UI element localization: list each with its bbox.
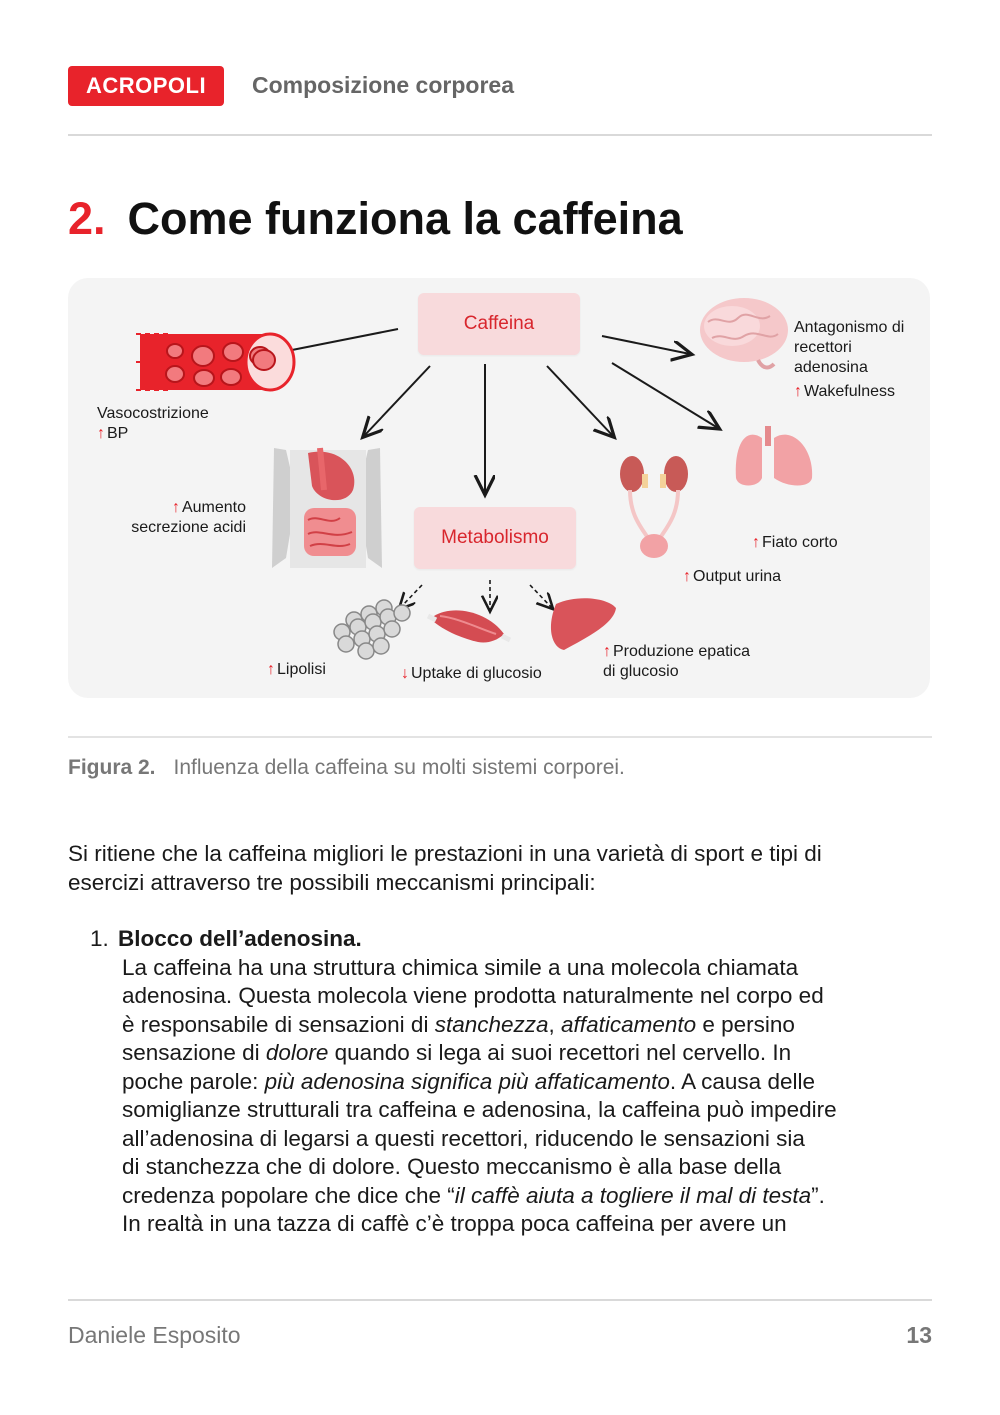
node-caffeina: Caffeina (418, 293, 580, 355)
label-fiato-corto: ↑ Fiato corto (752, 534, 838, 551)
arrow-to-lungs (612, 363, 718, 428)
section-number: 2. (68, 193, 106, 244)
caption-divider (68, 736, 932, 738)
document-title: Composizione corporea (252, 72, 514, 98)
figure-caption (68, 756, 625, 780)
list-heading: Blocco dell’adenosina. (118, 926, 362, 951)
digestive-system-icon (272, 448, 382, 568)
node-metabolismo: Metabolismo (414, 507, 576, 569)
kidneys-icon (620, 456, 688, 558)
brand-logo: ACROPOLI (68, 66, 224, 106)
section-title (68, 193, 683, 245)
intro-paragraph: Si ritiene che la caffeina migliori le prestazioni in una varietà di sport e tipi di esercizi attraverso tre possibili meccanismi principali: (68, 841, 822, 895)
label-vasocostrizione: Vasocostrizione ↑ BP (97, 405, 209, 442)
label-adenosina: Antagonismo di recettori adenosina ↑ Wakefulness (794, 319, 905, 400)
dashed-arrow-to-liver (530, 585, 552, 608)
muscle-icon (428, 610, 510, 642)
label-produzione-epatica: ↑ Produzione epatica di glucosio (603, 643, 750, 680)
label-lipolisi: ↑ Lipolisi (267, 661, 326, 678)
footer-author: Daniele Esposito (68, 1322, 241, 1348)
label-output-urina: ↑ Output urina (683, 568, 782, 585)
arrow-to-stomach (364, 366, 430, 436)
lungs-icon (736, 426, 812, 486)
brain-icon (700, 298, 788, 367)
arrow-to-kidneys (547, 366, 613, 436)
section-title-text: Come funziona la caffeina (127, 193, 683, 244)
arrow-to-brain (602, 336, 690, 354)
fat-cells-icon (334, 600, 410, 659)
figure-caption-text: Influenza della caffeina su molti sistemi corporei. (173, 756, 625, 779)
caffeine-diagram (68, 278, 930, 698)
label-uptake-glucosio: ↓ Uptake di glucosio (401, 665, 542, 682)
page-number: 13 (906, 1322, 932, 1348)
footer-divider (68, 1299, 932, 1301)
page-header (68, 66, 932, 136)
label-secrezione-acidi: ↑ Aumento secrezione acidi (131, 499, 246, 536)
blood-vessel-icon (136, 334, 294, 390)
list-body-text: La caffeina ha una struttura chimica simile a una molecola chiamata adenosina. Questa molecola viene prodotta naturalmente nel corpo ed è responsabile di sensazioni di stanchezza, affaticamento e persino sensazione di dolore quando si lega ai suoi recettori nel cervello. In poche parole: più adenosina significa più affaticamento. A causa delle somiglianze strutturali tra caffeina e adenosina, la caffeina può impedire all’adenosina di legarsi a questi recettori, riducendo le sensazioni sia di stanchezza che di dolore. Questo meccanismo è alla base della credenza popolare che dice che “il caffè aiuta a togliere il mal di testa”. In realtà in una tazza di caffè c’è troppa poca caffeina per avere un (122, 954, 837, 1236)
list-number: 1. (90, 926, 109, 951)
arrow-to-vessel (292, 329, 398, 350)
figure-label: Figura 2. (68, 756, 156, 779)
